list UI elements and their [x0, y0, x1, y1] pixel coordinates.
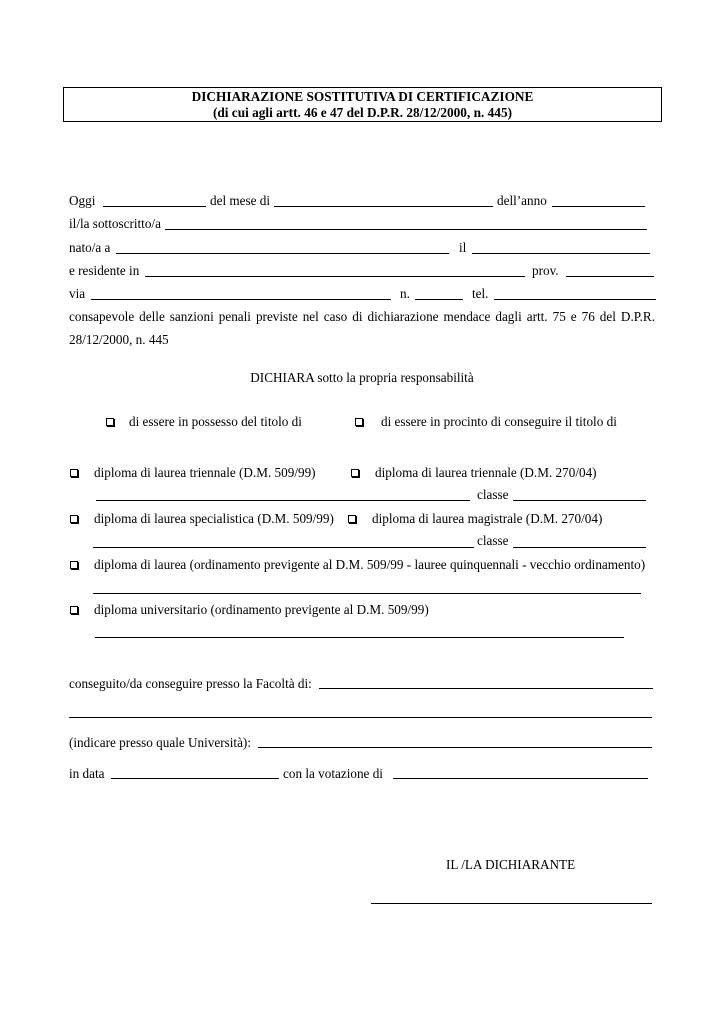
- consapevole-text-2: 28/12/2000, n. 445: [69, 332, 169, 347]
- vecchio-ordinamento-field[interactable]: [93, 593, 641, 594]
- prov-field[interactable]: [566, 276, 654, 277]
- mese-label: del mese di: [210, 193, 271, 208]
- vecchio-ordinamento-label: diploma di laurea (ordinamento previgente al D.M. 509/99 - lauree quinquennali - vecchio ordinamento): [94, 557, 646, 572]
- dichiara-heading: DICHIARA sotto la propria responsabilità: [250, 370, 474, 385]
- anno-field[interactable]: [552, 206, 645, 207]
- residente-field[interactable]: [145, 276, 525, 277]
- specialistica-field[interactable]: [93, 547, 474, 548]
- il-label: il: [459, 240, 467, 255]
- magistrale-270-label: diploma di laurea magistrale (D.M. 270/04): [372, 511, 603, 526]
- tel-label: tel.: [472, 286, 489, 301]
- data-nascita-field[interactable]: [472, 253, 650, 254]
- document-title: DICHIARAZIONE SOSTITUTIVA DI CERTIFICAZIONE: [191, 89, 534, 104]
- triennale-509-label: diploma di laurea triennale (D.M. 509/99): [94, 465, 316, 480]
- consapevole-text-1: consapevole delle sanzioni penali previste nel caso di dichiarazione mendace dagli artt. 75 e 76 del D.P.R.: [69, 309, 655, 324]
- votazione-field[interactable]: [393, 778, 648, 779]
- anno-label: dell’anno: [497, 193, 547, 208]
- triennale-270-checkbox[interactable]: [351, 469, 359, 477]
- oggi-label: Oggi: [69, 193, 96, 208]
- signature-label: IL /LA DICHIARANTE: [446, 857, 576, 872]
- universitario-field[interactable]: [95, 637, 624, 638]
- possesso-label: di essere in possesso del titolo di: [129, 414, 302, 429]
- universitario-checkbox[interactable]: [70, 606, 78, 614]
- triennale-509-checkbox[interactable]: [70, 469, 78, 477]
- via-field[interactable]: [91, 299, 391, 300]
- prov-label: prov.: [532, 263, 559, 278]
- specialistica-509-checkbox[interactable]: [70, 515, 78, 523]
- in-data-label: in data: [69, 766, 105, 781]
- sottoscritto-field[interactable]: [165, 229, 647, 230]
- mese-field[interactable]: [274, 206, 493, 207]
- numero-label: n.: [400, 286, 410, 301]
- classe-label-1: classe: [477, 487, 509, 502]
- title-box: [63, 87, 662, 122]
- triennale-270-label: diploma di laurea triennale (D.M. 270/04): [375, 465, 597, 480]
- signature-field[interactable]: [371, 903, 652, 904]
- vecchio-ordinamento-checkbox[interactable]: [70, 561, 78, 569]
- tel-field[interactable]: [494, 299, 656, 300]
- classe-label-2: classe: [477, 533, 509, 548]
- residente-label: e residente in: [69, 263, 140, 278]
- classe-field-2[interactable]: [513, 547, 646, 548]
- classe-field-1[interactable]: [513, 500, 646, 501]
- numero-field[interactable]: [415, 299, 463, 300]
- magistrale-270-checkbox[interactable]: [348, 515, 356, 523]
- specialistica-509-label: diploma di laurea specialistica (D.M. 509/99): [94, 511, 334, 526]
- sottoscritto-label: il/la sottoscritto/a: [69, 216, 161, 231]
- possesso-checkbox[interactable]: [106, 418, 114, 426]
- procinto-checkbox[interactable]: [355, 418, 363, 426]
- universitario-label: diploma universitario (ordinamento previgente al D.M. 509/99): [94, 602, 429, 617]
- facolta-field-2[interactable]: [69, 717, 652, 718]
- document-subtitle: (di cui agli artt. 46 e 47 del D.P.R. 28/12/2000, n. 445): [212, 105, 513, 120]
- via-label: via: [69, 286, 86, 301]
- facolta-label: conseguito/da conseguire presso la Facoltà di:: [69, 676, 312, 691]
- oggi-field[interactable]: [103, 206, 206, 207]
- nato-label: nato/a a: [69, 240, 111, 255]
- universita-field[interactable]: [258, 747, 652, 748]
- triennale-field[interactable]: [96, 500, 470, 501]
- nato-field[interactable]: [116, 253, 449, 254]
- facolta-field[interactable]: [319, 688, 653, 689]
- universita-label: (indicare presso quale Università):: [69, 735, 251, 750]
- in-data-field[interactable]: [111, 778, 279, 779]
- votazione-label: con la votazione di: [283, 766, 383, 781]
- procinto-label: di essere in procinto di conseguire il titolo di: [381, 414, 617, 429]
